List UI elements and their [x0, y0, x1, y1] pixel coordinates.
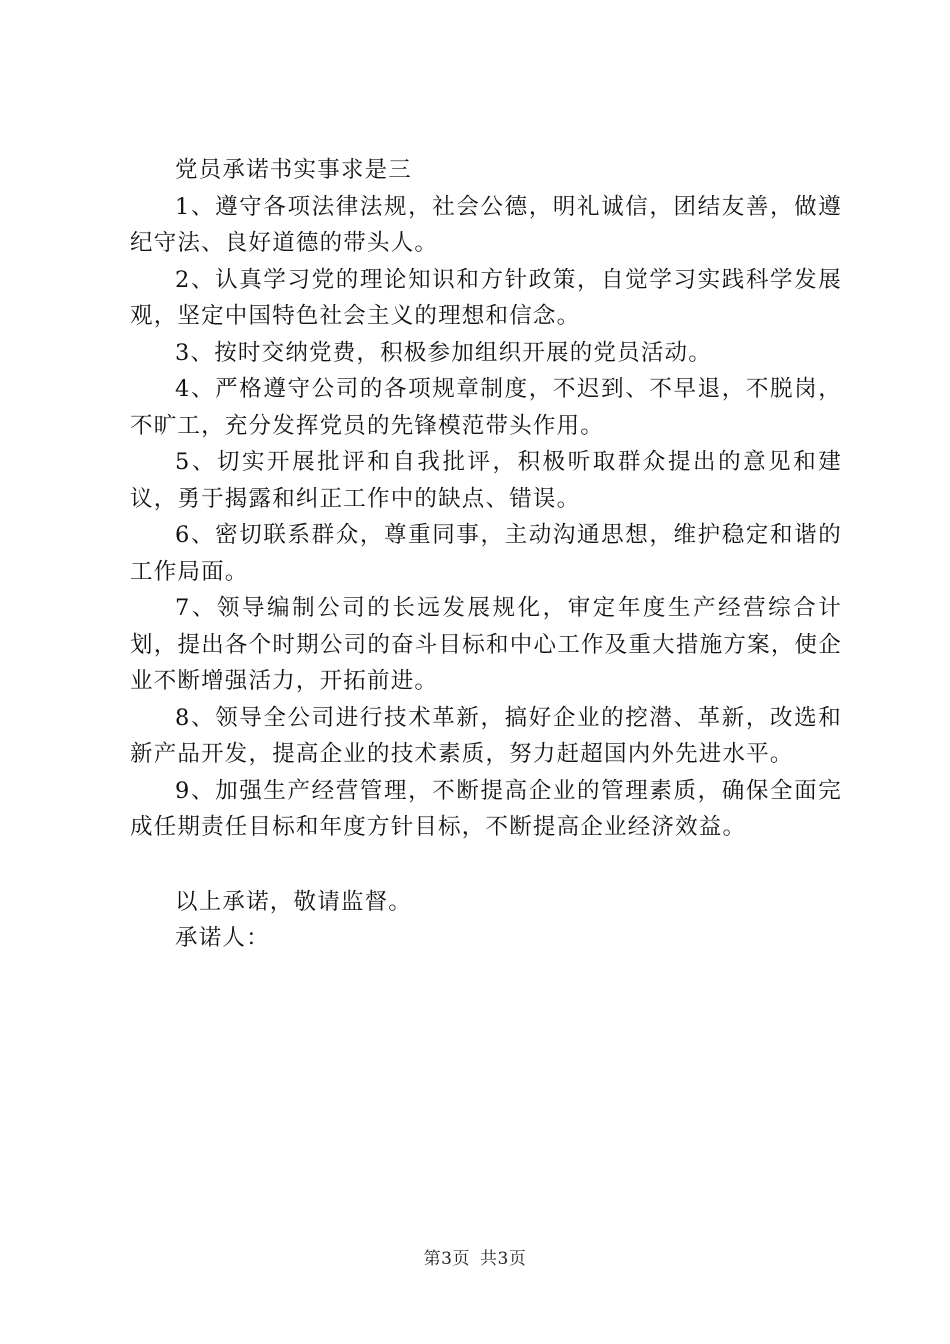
- pledge-item-8: 8、领导全公司进行技术革新，搞好企业的挖潜、革新，改选和新产品开发，提高企业的技术素质，努力赶超国内外先进水平。: [130, 704, 842, 767]
- pledge-item-5: 5、切实开展批评和自我批评，积极听取群众提出的意见和建议，勇于揭露和纠正工作中的缺点、错误。: [130, 449, 842, 512]
- page-footer: [0, 1244, 950, 1269]
- pledge-item-2: 2、认真学习党的理论知识和方针政策，自觉学习实践科学发展观，坚定中国特色社会主义的理想和信念。: [130, 266, 842, 329]
- document-title: 党员承诺书实事求是三: [175, 157, 413, 183]
- signature-label: 承诺人：: [175, 925, 270, 951]
- page-number-total: 共3页: [480, 1249, 527, 1269]
- pledge-item-6: 6、密切联系群众，尊重同事，主动沟通思想，维护稳定和谐的工作局面。: [130, 522, 842, 585]
- page-number-current: 第3页: [423, 1249, 470, 1269]
- paragraph-gap: [130, 846, 842, 884]
- pledge-item-4: 4、严格遵守公司的各项规章制度，不迟到、不早退，不脱岗，不旷工，充分发挥党员的先锋模范带头作用。: [130, 376, 842, 439]
- pledge-item-9: 9、加强生产经营管理，不断提高企业的管理素质，确保全面完成任期责任目标和年度方针目标，不断提高企业经济效益。: [130, 777, 842, 840]
- document-body: [130, 152, 842, 957]
- closing-statement: 以上承诺，敬请监督。: [175, 888, 413, 915]
- pledge-item-7: 7、领导编制公司的长远发展规化，审定年度生产经营综合计划，提出各个时期公司的奋斗目标和中心工作及重大措施方案，使企业不断增强活力，开拓前进。: [130, 595, 842, 694]
- pledge-item-3: 3、按时交纳党费，积极参加组织开展的党员活动。: [175, 339, 712, 366]
- pledge-item-1: 1、遵守各项法律法规，社会公德，明礼诚信，团结友善，做遵纪守法、良好道德的带头人。: [130, 193, 842, 256]
